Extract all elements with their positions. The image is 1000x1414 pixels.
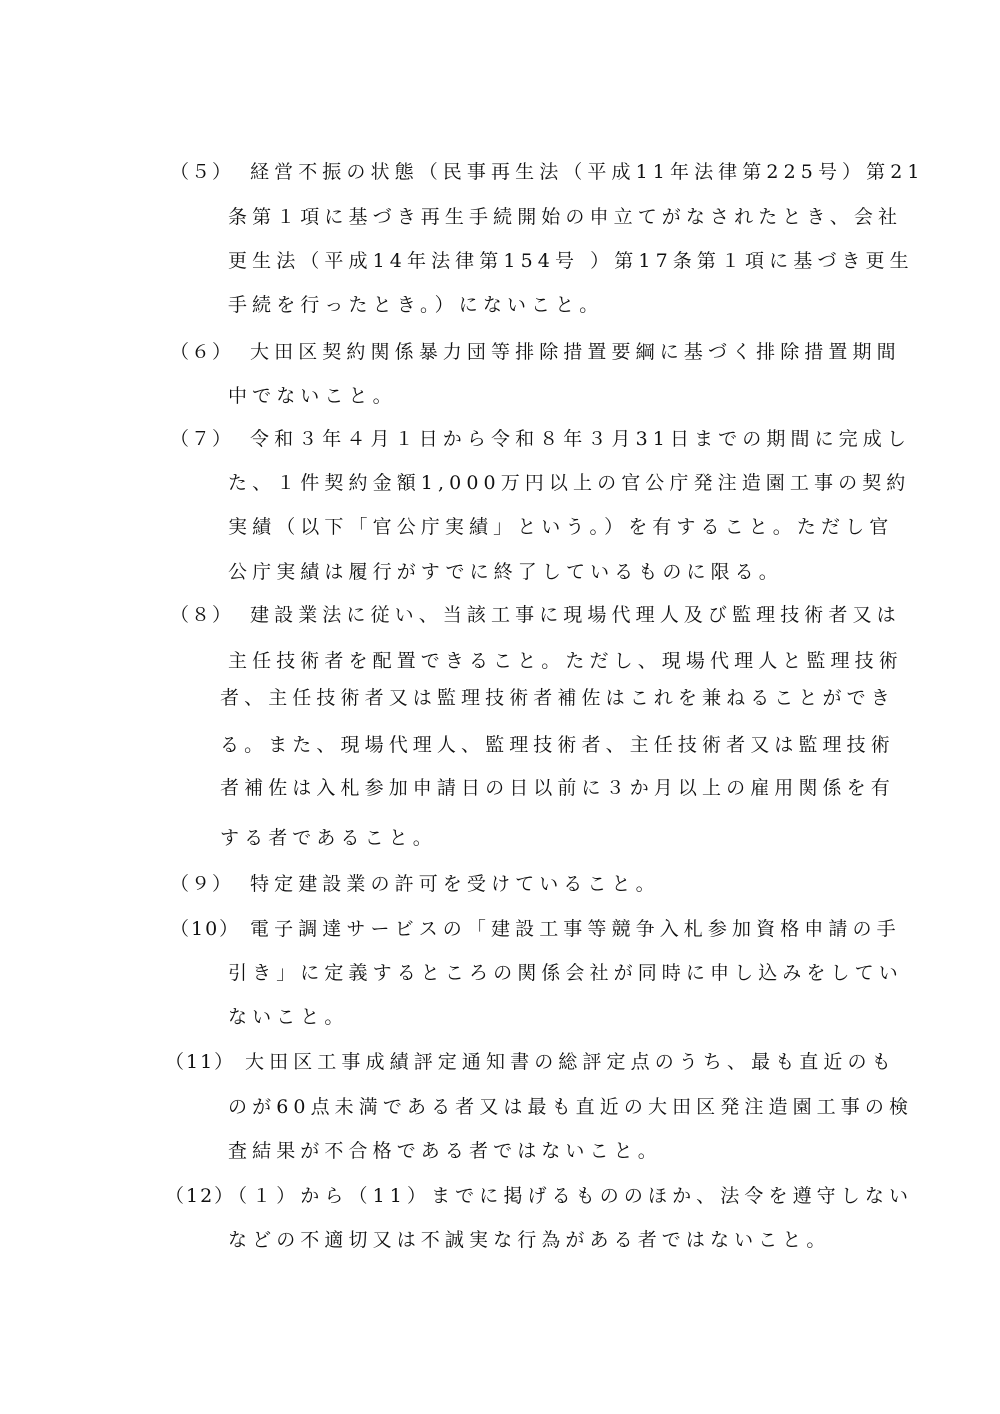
item-11-line-2: のが60点未満である者又は最も直近の大田区発注造園工事の検 (228, 1096, 914, 1118)
item-number-6: （６） (170, 341, 234, 363)
item-10-line-3: ないこと。 (228, 1006, 349, 1028)
item-7-line-1: 令和３年４月１日から令和８年３月31日までの期間に完成し (250, 428, 911, 450)
item-7-line-2: た、１件契約金額1,000万円以上の官公庁発注造園工事の契約 (228, 472, 911, 494)
item-8-line-2: 主任技術者を配置できること。ただし、現場代理人と監理技術 (228, 650, 903, 672)
item-5-line-1: 経営不振の状態（民事再生法（平成11年法律第225号）第21 (250, 161, 925, 183)
item-8-line-3: 者、主任技術者又は監理技術者補佐はこれを兼ねることができ (220, 687, 895, 709)
item-7-line-3: 実績（以下「官公庁実績」という。）を有すること。ただし官 (228, 516, 894, 538)
item-number-7: （７） (170, 428, 234, 450)
item-number-5: （５） (170, 161, 234, 183)
item-number-11: （11） (165, 1051, 236, 1073)
item-7-line-4: 公庁実績は履行がすでに終了しているものに限る。 (228, 561, 783, 583)
item-number-8: （８） (170, 604, 234, 626)
item-5-line-4: 手続を行ったとき。）にないこと。 (228, 294, 604, 316)
item-11-line-1: 大田区工事成績評定通知書の総評定点のうち、最も直近のも (245, 1051, 896, 1073)
item-8-line-6: する者であること。 (220, 827, 437, 849)
item-12-line-1: （１）から（11）までに掲げるもののほか、法令を遵守しない (228, 1185, 914, 1207)
item-10-line-1: 電子調達サービスの「建設工事等競争入札参加資格申請の手 (250, 918, 901, 940)
item-5-line-2: 条第１項に基づき再生手続開始の申立てがなされたとき、会社 (228, 206, 903, 228)
item-8-line-5: 者補佐は入札参加申請日の日以前に３か月以上の雇用関係を有 (220, 777, 895, 799)
item-10-line-2: 引き」に定義するところの関係会社が同時に申し込みをしてい (228, 962, 903, 984)
item-9-line-1: 特定建設業の許可を受けていること。 (250, 873, 660, 895)
item-12-line-2: などの不適切又は不誠実な行為がある者ではないこと。 (228, 1229, 831, 1251)
item-8-line-1: 建設業法に従い、当該工事に現場代理人及び監理技術者又は (250, 604, 901, 626)
item-number-12: （12） (165, 1185, 236, 1207)
item-11-line-3: 査結果が不合格である者ではないこと。 (228, 1140, 662, 1162)
item-number-10: （10） (170, 918, 241, 940)
item-6-line-2: 中でないこと。 (228, 385, 397, 407)
item-6-line-1: 大田区契約関係暴力団等排除措置要綱に基づく排除措置期間 (250, 341, 901, 363)
item-5-line-3: 更生法（平成14年法律第154号 ）第17条第１項に基づき更生 (228, 250, 914, 272)
item-number-9: （９） (170, 873, 234, 895)
item-8-line-4: る。また、現場代理人、監理技術者、主任技術者又は監理技術 (220, 734, 895, 756)
